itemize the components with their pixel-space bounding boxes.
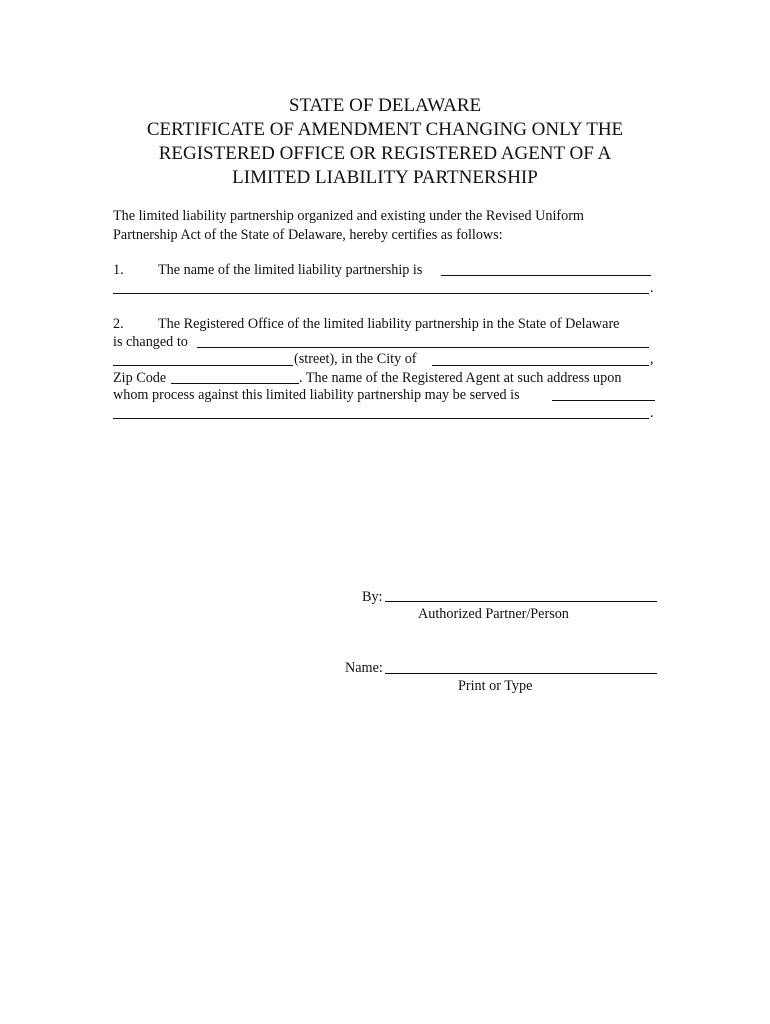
registered-office-field[interactable] — [197, 347, 649, 348]
item-2-period: . — [650, 405, 654, 421]
item-1-text: The name of the limited liability partnership is — [158, 262, 423, 278]
printed-name-field[interactable] — [385, 673, 657, 674]
document-title — [100, 94, 670, 190]
zip-label: Zip Code — [113, 370, 167, 386]
agent-name-field-1[interactable] — [552, 400, 655, 401]
agent-text: . The name of the Registered Agent at such address upon — [299, 370, 622, 386]
city-field[interactable] — [432, 365, 649, 366]
city-comma: , — [650, 351, 654, 367]
title-line-4: LIMITED LIABILITY PARTNERSHIP — [232, 167, 538, 188]
item-2-line-1: The Registered Office of the limited liability partnership in the State of Delaware — [158, 316, 620, 332]
intro-line-2: Partnership Act of the State of Delaware, hereby certifies as follows: — [113, 227, 503, 243]
agent-name-field-2[interactable] — [113, 418, 649, 419]
item-1-period: . — [650, 280, 654, 296]
name-caption: Print or Type — [458, 678, 533, 694]
item-2-number: 2. — [113, 316, 124, 332]
intro-line-1: The limited liability partnership organized and existing under the Revised Uniform — [113, 208, 584, 224]
title-line-2: CERTIFICATE OF AMENDMENT CHANGING ONLY THE — [146, 119, 624, 140]
by-label: By: — [362, 589, 383, 605]
served-text: whom process against this limited liability partnership may be served is — [113, 387, 520, 403]
title-line-1: STATE OF DELAWARE — [288, 95, 482, 116]
llp-name-field-1[interactable] — [441, 275, 651, 276]
street-field[interactable] — [113, 365, 293, 366]
title-line-3: REGISTERED OFFICE OR REGISTERED AGENT OF A — [158, 143, 612, 164]
item-2-line-2: is changed to — [113, 334, 188, 350]
zip-code-field[interactable] — [171, 383, 299, 384]
street-label: (street), in the City of — [294, 351, 417, 367]
llp-name-field-2[interactable] — [113, 293, 649, 294]
signature-field[interactable] — [385, 601, 657, 602]
by-caption: Authorized Partner/Person — [418, 606, 569, 622]
item-1-number: 1. — [113, 262, 124, 278]
name-label: Name: — [345, 660, 383, 676]
